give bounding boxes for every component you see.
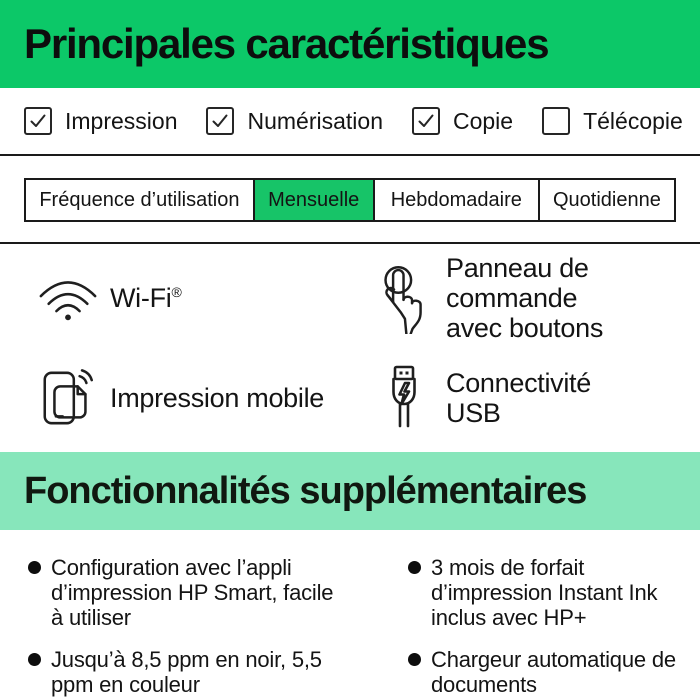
- bullet-icon: [408, 653, 421, 666]
- checkbox-icon[interactable]: [412, 107, 440, 135]
- capability-label: Copie: [452, 107, 514, 134]
- usb-icon: [362, 364, 446, 432]
- header-band: [0, 0, 700, 88]
- touch-button-icon: [362, 262, 446, 334]
- feature-label: Connectivité USB: [446, 367, 591, 428]
- features-grid: [0, 244, 700, 452]
- extras-list: [0, 530, 700, 700]
- extras-column-left: [28, 555, 364, 700]
- capability-numerisation[interactable]: [206, 107, 383, 135]
- feature-label: Wi-Fi®: [110, 282, 182, 313]
- feature-button-panel: [350, 248, 700, 348]
- mobile-print-icon: [26, 367, 110, 429]
- frequency-label-cell: Fréquence d’utilisation: [39, 188, 240, 211]
- capability-impression[interactable]: [24, 107, 177, 135]
- capability-label: Télécopie: [583, 107, 683, 134]
- bullet-icon: [28, 653, 41, 666]
- frequency-option-hebdomadaire[interactable]: Hebdomadaire: [373, 180, 538, 220]
- bullet-icon: [408, 561, 421, 574]
- feature-label: Impression mobile: [110, 382, 324, 413]
- frequency-option-quotidienne[interactable]: Quotidienne: [538, 180, 674, 220]
- capability-label: Impression: [65, 107, 178, 134]
- frequency-table: [24, 178, 676, 222]
- wifi-icon: [26, 273, 110, 323]
- feature-usb: [350, 348, 700, 448]
- registered-mark: ®: [171, 283, 182, 300]
- frequency-section: [0, 156, 700, 244]
- checkbox-icon[interactable]: [542, 107, 570, 135]
- feature-wifi: [0, 248, 350, 348]
- bullet-icon: [28, 561, 41, 574]
- extras-title: Fonctionnalités supplémentaires: [24, 469, 587, 512]
- page-title: Principales caractéristiques: [24, 20, 549, 67]
- capability-copie[interactable]: [412, 107, 513, 135]
- list-item: 3 mois de forfait d’impression Instant Ink inclus avec HP+: [408, 555, 700, 630]
- feature-label: Panneau de commande avec boutons: [446, 252, 604, 344]
- extras-band: [0, 452, 700, 530]
- list-item: Jusqu’à 8,5 ppm en noir, 5,5 ppm en couleur: [28, 647, 364, 697]
- list-item: Chargeur automatique de documents: [408, 647, 700, 697]
- extras-column-right: [364, 555, 700, 700]
- list-item: Configuration avec l’appli d’impression HP Smart, facile à utiliser: [28, 555, 364, 630]
- frequency-option-mensuelle[interactable]: Mensuelle: [253, 180, 373, 220]
- capabilities-row: [0, 88, 700, 156]
- checkbox-icon[interactable]: [206, 107, 234, 135]
- capability-telecopie[interactable]: [542, 107, 683, 135]
- feature-mobile-print: [0, 348, 350, 448]
- checkbox-icon[interactable]: [24, 107, 52, 135]
- capability-label: Numérisation: [247, 107, 383, 134]
